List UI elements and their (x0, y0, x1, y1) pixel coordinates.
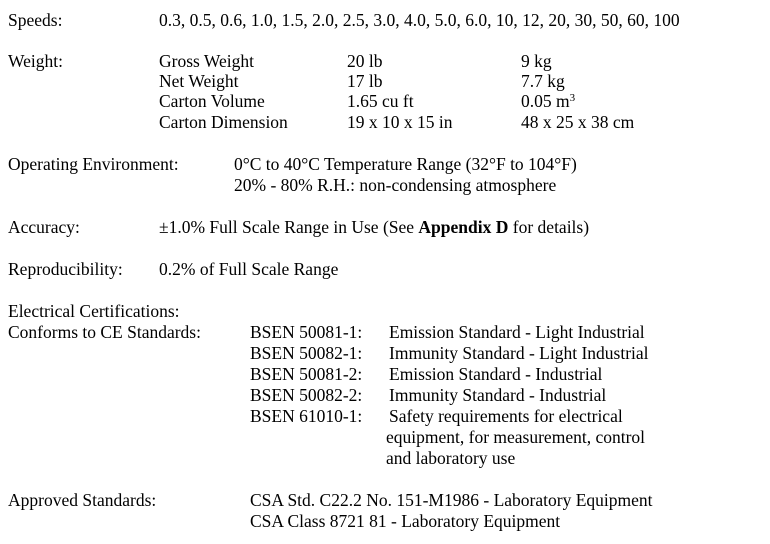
weight-row-name: Carton Dimension (159, 112, 288, 132)
weight-row-metric: 9 kg (521, 51, 552, 71)
standard-description: Emission Standard - Industrial (389, 364, 603, 384)
metric-superscript: 3 (569, 92, 576, 104)
appendix-reference: Appendix D (418, 217, 509, 237)
weight-row-imperial: 19 x 10 x 15 in (347, 112, 453, 132)
metric-value: 0.05 m (521, 91, 570, 111)
environment-line: 20% - 80% R.H.: non-condensing atmosphere (234, 175, 557, 195)
environment-label: Operating Environment: (8, 154, 179, 174)
weight-row-imperial: 17 lb (347, 71, 383, 91)
reproducibility-value: 0.2% of Full Scale Range (159, 259, 339, 279)
standard-description: Immunity Standard - Industrial (389, 385, 607, 405)
accuracy-text: ±1.0% Full Scale Range in Use (See (159, 217, 419, 237)
standard-code: BSEN 50081-2: (250, 364, 363, 384)
standard-code: BSEN 61010-1: (250, 406, 363, 426)
standard-description-continuation: and laboratory use (386, 448, 516, 468)
environment-line: 0°C to 40°C Temperature Range (32°F to 104°F) (234, 154, 577, 174)
weight-row-metric (521, 91, 575, 111)
speeds-label: Speeds: (8, 10, 63, 30)
standard-description-continuation: equipment, for measurement, control (386, 427, 646, 447)
standard-description: Emission Standard - Light Industrial (389, 322, 645, 342)
standard-code: BSEN 50082-1: (250, 343, 363, 363)
standard-code: BSEN 50082-2: (250, 385, 363, 405)
accuracy-text: for details) (508, 217, 590, 237)
approved-standards-label: Approved Standards: (8, 490, 157, 510)
weight-row-imperial: 1.65 cu ft (347, 91, 414, 111)
standard-description: Immunity Standard - Light Industrial (389, 343, 649, 363)
accuracy-value (159, 217, 589, 237)
weight-row-name: Net Weight (159, 71, 239, 91)
weight-row-name: Gross Weight (159, 51, 255, 71)
electrical-heading: Electrical Certifications: (8, 301, 180, 321)
approved-standard-line: CSA Std. C22.2 No. 151-M1986 - Laboratory Equipment (250, 490, 653, 510)
weight-label: Weight: (8, 51, 63, 71)
weight-row-metric: 48 x 25 x 38 cm (521, 112, 635, 132)
standard-code: BSEN 50081-1: (250, 322, 363, 342)
accuracy-label: Accuracy: (8, 217, 80, 237)
standard-description: Safety requirements for electrical (389, 406, 623, 426)
speeds-values: 0.3, 0.5, 0.6, 1.0, 1.5, 2.0, 2.5, 3.0, 4.0, 5.0, 6.0, 10, 12, 20, 30, 50, 60, 100 (159, 10, 680, 30)
reproducibility-label: Reproducibility: (8, 259, 123, 279)
weight-row-imperial: 20 lb (347, 51, 383, 71)
weight-row-metric: 7.7 kg (521, 71, 565, 91)
ce-standards-label: Conforms to CE Standards: (8, 322, 201, 342)
approved-standard-line: CSA Class 8721 81 - Laboratory Equipment (250, 511, 561, 531)
weight-row-name: Carton Volume (159, 91, 265, 111)
